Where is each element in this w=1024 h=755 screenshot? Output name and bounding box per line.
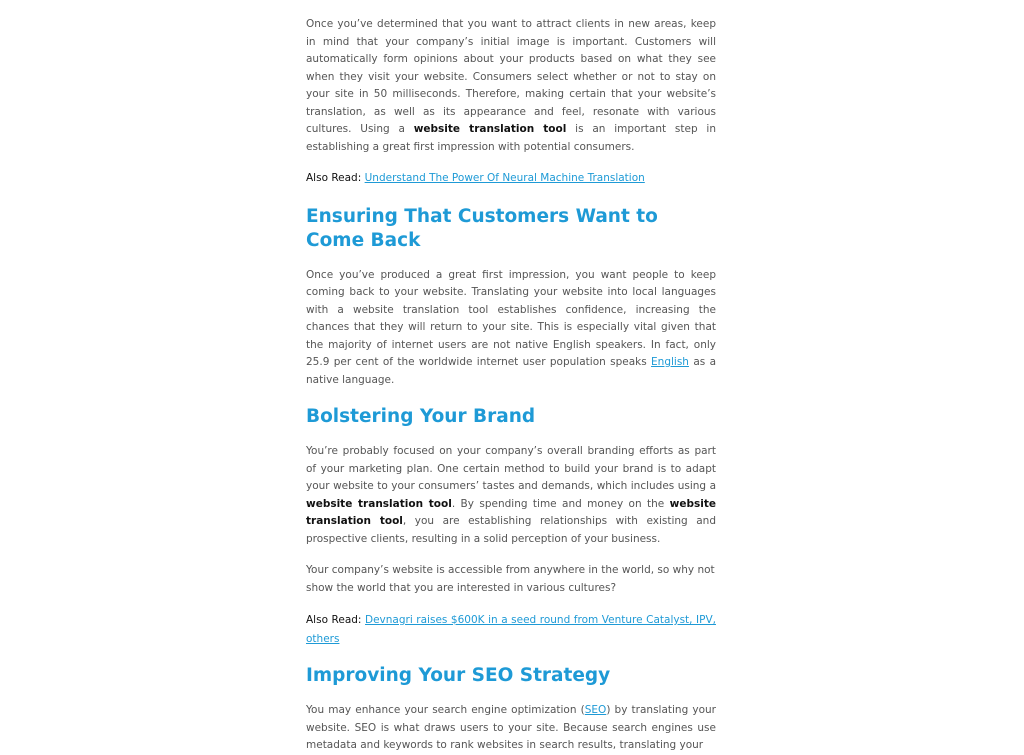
brand-text-b: . By spending time and money on the: [451, 497, 670, 510]
also-read-label-2: Also Read:: [306, 614, 362, 626]
article-column: [306, 16, 716, 755]
brand-bold-term-2: website translation tool: [306, 497, 716, 527]
also-read-link-devnagri[interactable]: Devnagri raises $600K in a seed round from Venture Catalyst, IPV, others: [306, 614, 716, 645]
brand-text-a: You’re probably focused on your company’s overall branding efforts as part of your marketing plan. One certain method to build your brand is to adapt your website to your consumers’ tastes and demands, which includes using a: [306, 445, 716, 492]
seo-link[interactable]: SEO: [584, 704, 607, 716]
also-read-label: Also Read:: [306, 172, 362, 184]
intro-paragraph: [306, 16, 716, 156]
seo-paragraph: [306, 702, 716, 755]
seo-text-end: ) by translating your website. SEO is what draws users to your site. Because search engines use metadata and keywords to rank websites in search results, translating your: [306, 704, 716, 751]
also-read-1: [306, 170, 716, 188]
brand-paragraph-1: [306, 443, 716, 548]
come-back-text-end: as a native language.: [306, 356, 716, 386]
intro-text: Once you’ve determined that you want to attract clients in new areas, keep in mind that your company’s initial image is important. Customers will automatically form opinions about your products based on what they see when they visit your website. Consumers select whether or not to stay on your site in 50 milliseconds. Therefore, making certain that your website’s translation, as well as its appearance and feel, resonate with various cultures. Using a: [306, 18, 716, 135]
also-read-2: [306, 611, 716, 649]
brand-text-c: , you are establishing relationships with existing and prospective clients, resulting in a solid perception of your business.: [306, 515, 716, 545]
brand-paragraph-2: Your company’s website is accessible from anywhere in the world, so why not show the world that you are interested in various cultures?: [306, 564, 715, 594]
heading-seo: Improving Your SEO Strategy: [306, 665, 611, 686]
come-back-text: Once you’ve produced a great first impression, you want people to keep coming back to your website. Translating your website into local languages with a website translation tool establishes confidence, increasing the chances that they will return to your site. This is especially vital given that the majority of internet users are not native English speakers. In fact, only 25.9 per cent of the worldwide internet user population speaks: [306, 268, 716, 368]
intro-text-end: is an important step in establishing a great first impression with potential consumers.: [306, 123, 717, 153]
come-back-paragraph: [306, 267, 716, 390]
english-link[interactable]: English: [651, 356, 689, 368]
seo-text: You may enhance your search engine optimization (: [306, 704, 585, 716]
intro-bold-term: website translation tool: [413, 123, 567, 135]
heading-brand: Bolstering Your Brand: [306, 406, 536, 427]
brand-bold-term-1: website translation tool: [306, 497, 452, 510]
heading-come-back: Ensuring That Customers Want to Come Back: [306, 205, 658, 251]
also-read-link-neural-mt[interactable]: Understand The Power Of Neural Machine Translation: [364, 172, 645, 184]
